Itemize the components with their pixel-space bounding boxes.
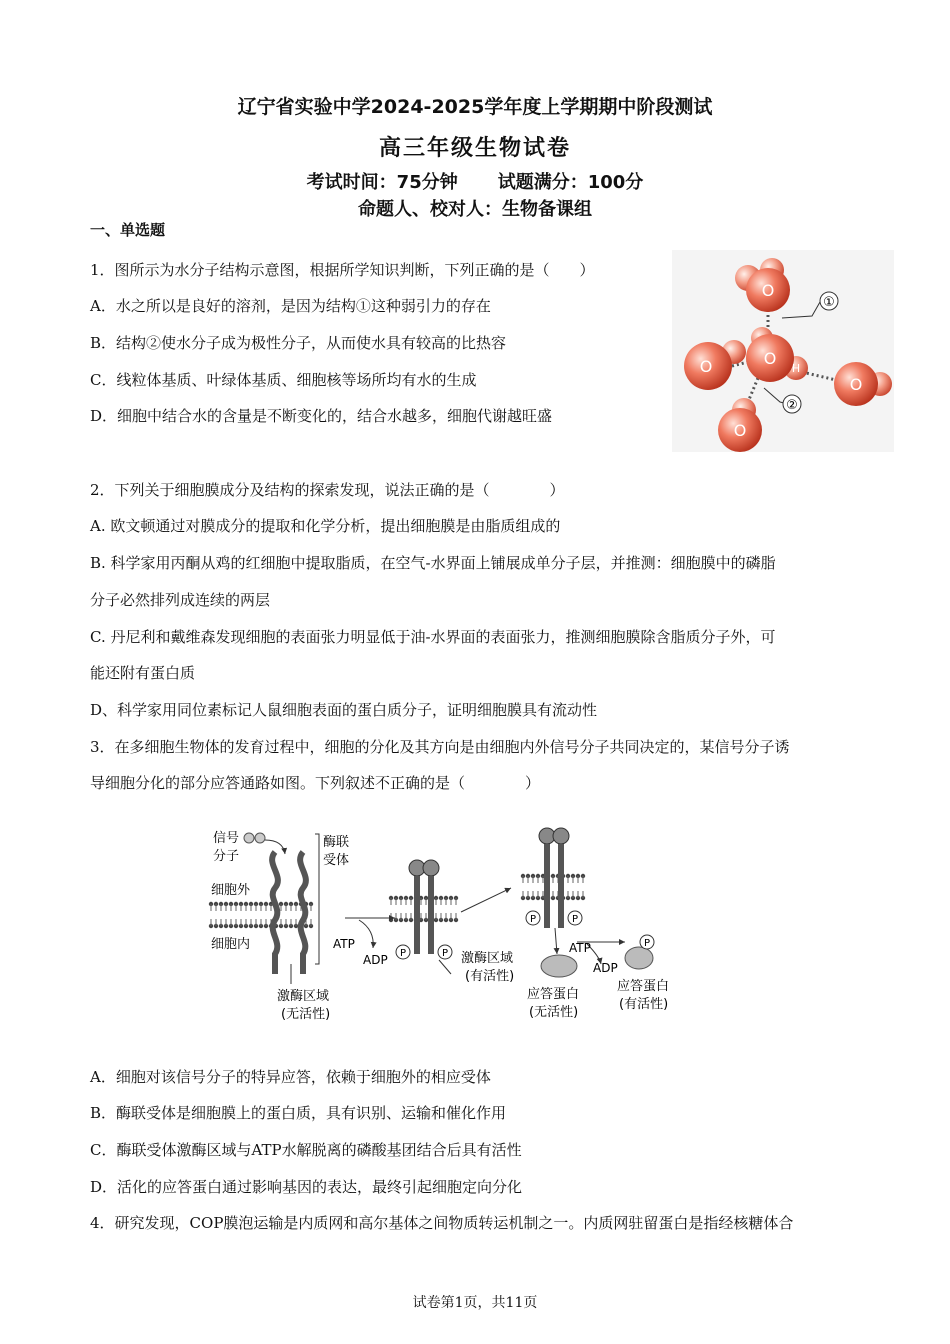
atom-h-center: H	[791, 362, 801, 375]
exam-score: 试题满分：100分	[497, 172, 644, 193]
adp-label-2: ADP	[593, 961, 618, 975]
q2-option-d: D、科学家用同位素标记人鼠细胞表面的蛋白质分子，证明细胞膜具有流动性	[90, 701, 598, 719]
membrane-3	[521, 874, 585, 900]
q3-option-d: D．活化的应答蛋白通过影响基因的表达，最终引起细胞定向分化	[90, 1178, 523, 1196]
q2-option-a: A. 欧文顿通过对膜成分的提取和化学分析，提出细胞膜是由脂质组成的	[90, 517, 561, 535]
exam-authors: 命题人、校对人：生物备课组	[358, 199, 592, 220]
q4-stem: 4．研究发现，COP膜泡运输是内质网和高尔基体之间物质转运机制之一。内质网驻留蛋白是指经核糖体合	[90, 1214, 794, 1232]
q3-option-b: B．酶联受体是细胞膜上的蛋白质，具有识别、运输和催化作用	[90, 1104, 507, 1122]
receptor-label-2: 受体	[323, 853, 350, 868]
q1-option-c: C．线粒体基质、叶绿体基质、细胞核等场所均有水的生成	[90, 371, 477, 389]
atom-o-bottom: O	[733, 421, 747, 440]
atp-label-2: ATP	[569, 941, 591, 955]
q1-option-a: A．水之所以是良好的溶剂，是因为结构①这种弱引力的存在	[90, 297, 491, 315]
q3-option-a: A．细胞对该信号分子的特异应答，依赖于细胞外的相应受体	[90, 1068, 491, 1086]
kinase-active-label-2: (有活性)	[465, 969, 515, 984]
membrane-2	[389, 896, 458, 922]
p-label-1: P	[399, 948, 407, 959]
page-footer: 试卷第1页，共11页	[412, 1295, 538, 1311]
p-label-4: P	[571, 914, 579, 925]
q2-option-b: B. 科学家用丙酮从鸡的红细胞中提取脂质，在空气-水界面上铺展成单分子层，并推测：细胞膜中的磷脂	[90, 554, 776, 572]
exam-subtitle: 高三年级生物试卷	[378, 135, 571, 161]
membrane-1	[209, 902, 313, 928]
atp-label-1: ATP	[333, 937, 355, 951]
q3-stem: 3．在多细胞生物体的发育过程中，细胞的分化及其方向是由细胞内外信号分子共同决定的，某信号分子诱	[90, 738, 790, 756]
label-structure-2: ②	[786, 398, 798, 413]
response-active-label-2: (有活性)	[619, 997, 669, 1012]
p-label-5: P	[643, 938, 651, 949]
q3-stem-cont: 导细胞分化的部分应答通路如图。下列叙述不正确的是（ ）	[90, 774, 541, 792]
kinase-active-label-1: 激酶区域	[461, 951, 514, 966]
q2-option-c-cont: 能还附有蛋白质	[90, 664, 196, 682]
response-inactive-label-2: (无活性)	[529, 1005, 579, 1020]
receptor-label-1: 酶联	[323, 835, 350, 850]
signal-label-2: 分子	[213, 849, 240, 864]
exam-meta	[0, 168, 950, 194]
q2-stem: 2．下列关于细胞膜成分及结构的探索发现，说法正确的是（ ）	[90, 481, 565, 499]
q1-option-b: B．结构②使水分子成为极性分子，从而使水具有较高的比热容	[90, 334, 507, 352]
atom-o-left: O	[699, 357, 713, 376]
exam-time: 考试时间：75分钟	[306, 172, 458, 193]
kinase-inactive-label-1: 激酶区域	[277, 989, 330, 1004]
inside-label: 细胞内	[211, 937, 251, 952]
atom-o-center: O	[763, 349, 777, 368]
atom-o-right: O	[849, 375, 863, 394]
section-heading: 一、单选题	[90, 221, 166, 239]
outside-label: 细胞外	[211, 883, 251, 898]
signal-label-1: 信号	[213, 831, 240, 846]
signal-pathway-figure	[205, 824, 685, 1028]
label-structure-1: ①	[823, 295, 835, 310]
p-label-3: P	[529, 914, 537, 925]
response-active-label-1: 应答蛋白	[617, 979, 670, 994]
exam-title: 辽宁省实验中学2024-2025学年度上学期期中阶段测试	[237, 96, 713, 118]
atom-o-label: O	[761, 281, 775, 300]
adp-label-1: ADP	[363, 953, 388, 967]
q3-option-c: C．酶联受体激酶区域与ATP水解脱离的磷酸基团结合后具有活性	[90, 1141, 522, 1159]
q1-stem: 1．图所示为水分子结构示意图，根据所学知识判断，下列正确的是（ ）	[90, 261, 595, 279]
water-molecule-figure	[672, 250, 894, 452]
q1-option-d: D．细胞中结合水的含量是不断变化的，结合水越多，细胞代谢越旺盛	[90, 407, 553, 425]
q2-option-c: C. 丹尼利和戴维森发现细胞的表面张力明显低于油-水界面的表面张力，推测细胞膜除含脂质分子外，可	[90, 628, 776, 646]
kinase-inactive-label-2: (无活性)	[281, 1007, 331, 1022]
response-inactive-label-1: 应答蛋白	[527, 987, 580, 1002]
q2-option-b-cont: 分子必然排列成连续的两层	[90, 591, 271, 609]
p-label-2: P	[441, 948, 449, 959]
